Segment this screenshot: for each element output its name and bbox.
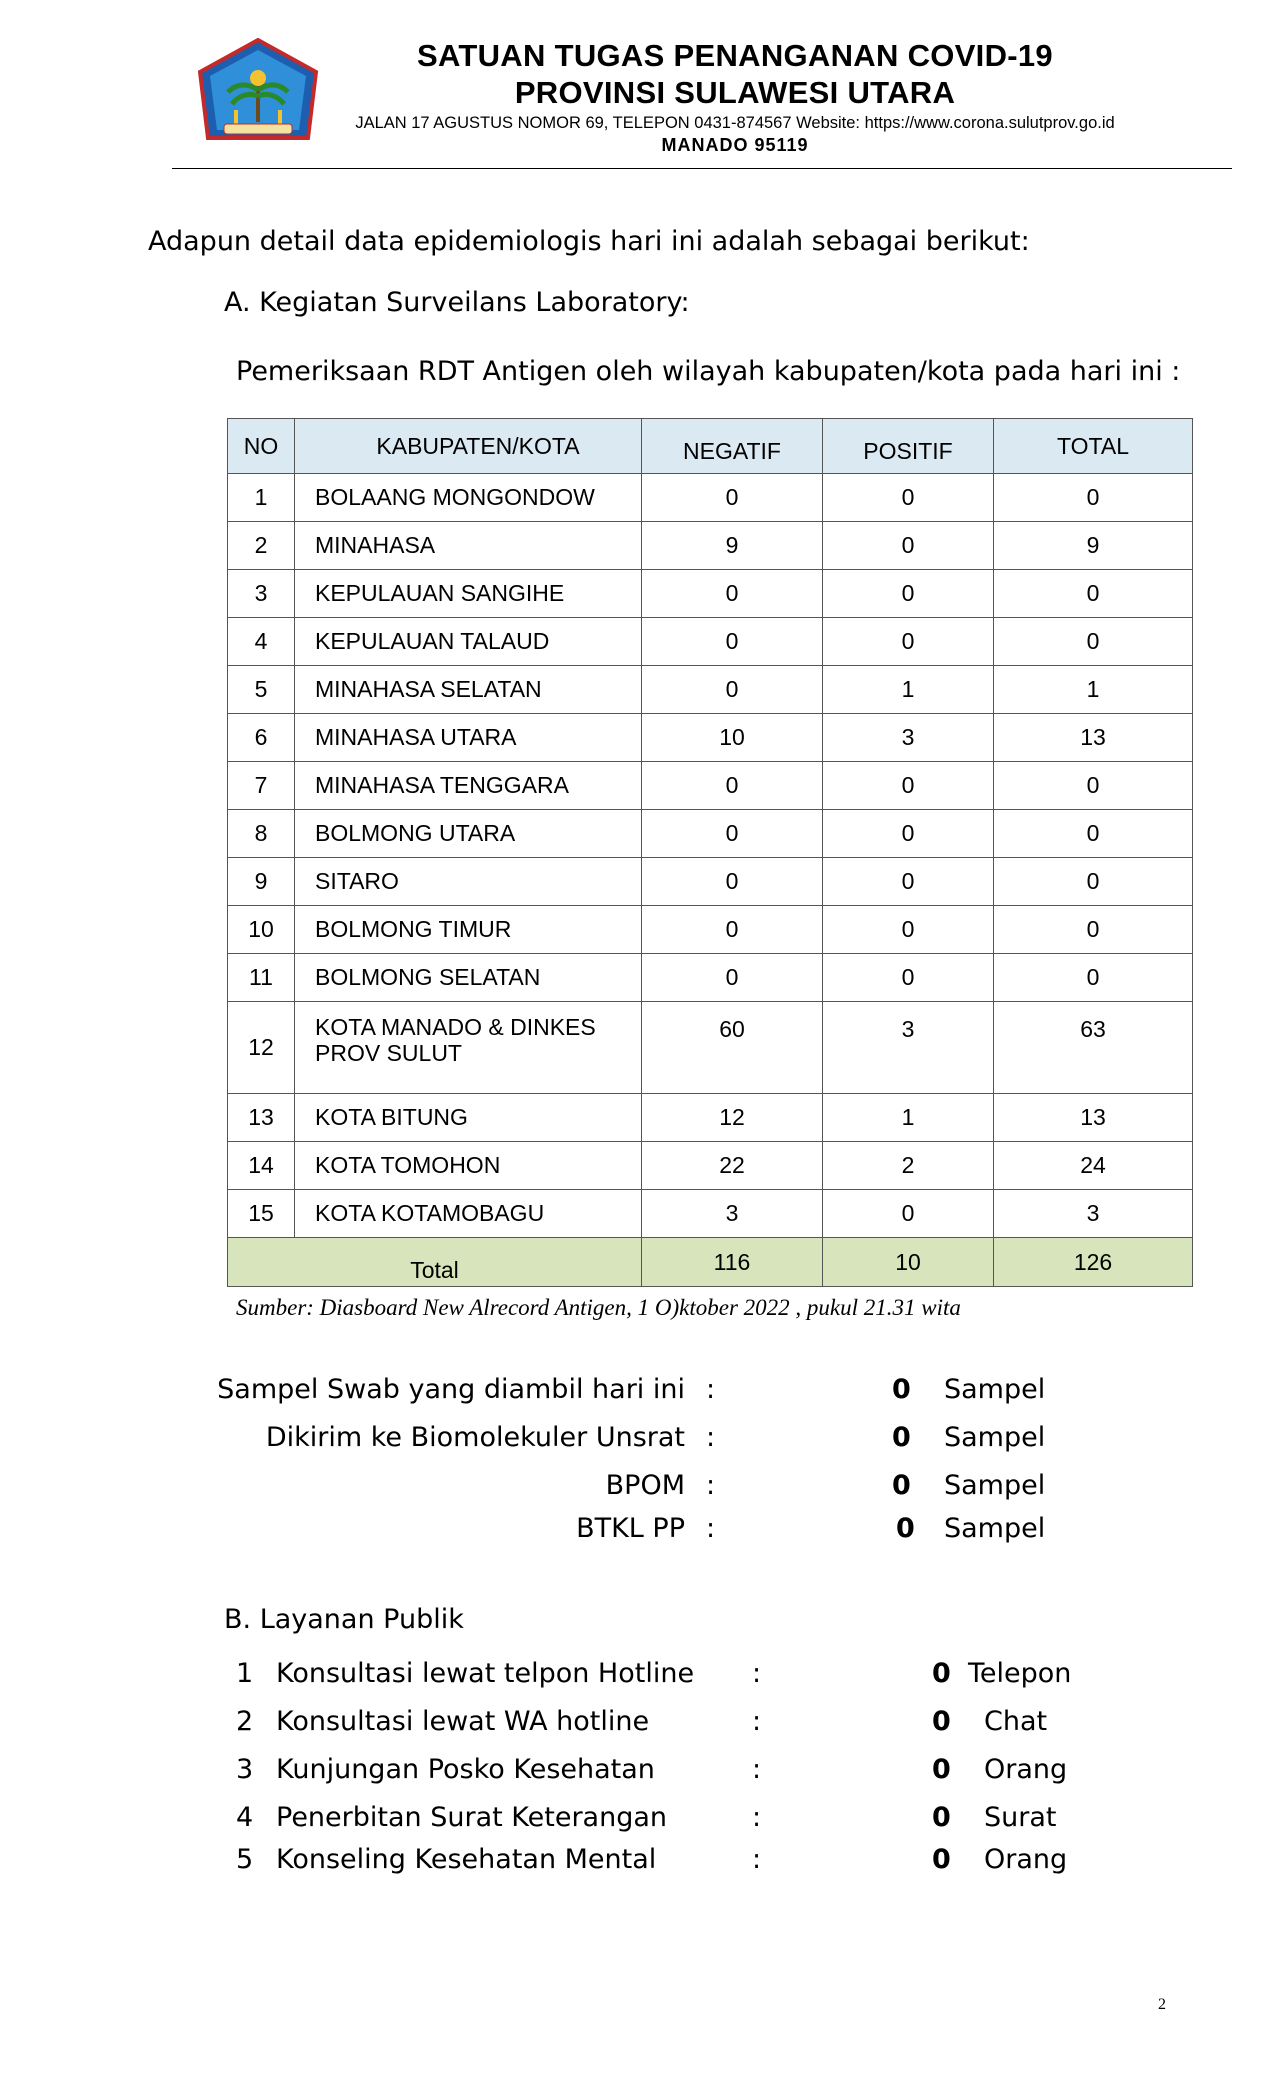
cell-total: 13 bbox=[994, 714, 1193, 762]
layanan-number: 4 bbox=[236, 1802, 254, 1833]
cell-negatif: 9 bbox=[642, 522, 823, 570]
table-row bbox=[228, 858, 1193, 906]
cell-negatif: 0 bbox=[642, 858, 823, 906]
cell-negatif: 60 bbox=[642, 1002, 823, 1094]
total-label: Total bbox=[228, 1238, 642, 1287]
layanan-number: 5 bbox=[236, 1844, 254, 1875]
col-header-positif: POSITIF bbox=[823, 419, 994, 474]
cell-no: 13 bbox=[228, 1094, 295, 1142]
cell-kabupaten: MINAHASA SELATAN bbox=[295, 666, 642, 714]
layanan-colon: : bbox=[752, 1706, 762, 1737]
cell-no: 3 bbox=[228, 570, 295, 618]
intro-text: Adapun detail data epidemiologis hari ini adalah sebagai berikut: bbox=[148, 226, 1030, 257]
layanan-label: Konsultasi lewat telpon Hotline bbox=[276, 1658, 695, 1689]
cell-positif: 0 bbox=[823, 1190, 994, 1238]
cell-total: 0 bbox=[994, 954, 1193, 1002]
cell-negatif: 0 bbox=[642, 570, 823, 618]
col-header-no: NO bbox=[228, 419, 295, 474]
table-row bbox=[228, 810, 1193, 858]
layanan-value: 0 bbox=[932, 1802, 951, 1833]
table-header-row bbox=[228, 419, 1193, 474]
cell-positif: 0 bbox=[823, 474, 994, 522]
cell-no: 5 bbox=[228, 666, 295, 714]
cell-kabupaten: MINAHASA bbox=[295, 522, 642, 570]
swab-value: 0 bbox=[892, 1422, 911, 1453]
layanan-label: Konseling Kesehatan Mental bbox=[276, 1844, 657, 1875]
layanan-value: 0 bbox=[932, 1844, 951, 1875]
cell-kabupaten: KOTA TOMOHON bbox=[295, 1142, 642, 1190]
swab-colon: : bbox=[706, 1513, 716, 1544]
cell-negatif: 0 bbox=[642, 666, 823, 714]
cell-total: 0 bbox=[994, 906, 1193, 954]
header-divider bbox=[172, 168, 1232, 169]
table-row bbox=[228, 906, 1193, 954]
cell-negatif: 0 bbox=[642, 618, 823, 666]
table-row bbox=[228, 714, 1193, 762]
cell-kabupaten: MINAHASA TENGGARA bbox=[295, 762, 642, 810]
cell-kabupaten: MINAHASA UTARA bbox=[295, 714, 642, 762]
cell-positif: 0 bbox=[823, 954, 994, 1002]
cell-no: 9 bbox=[228, 858, 295, 906]
swab-label: Sampel Swab yang diambil hari ini bbox=[217, 1374, 685, 1405]
col-header-kabupaten: KABUPATEN/KOTA bbox=[295, 419, 642, 474]
rdt-heading: Pemeriksaan RDT Antigen oleh wilayah kabupaten/kota pada hari ini : bbox=[236, 356, 1181, 387]
cell-positif: 3 bbox=[823, 714, 994, 762]
layanan-number: 2 bbox=[236, 1706, 254, 1737]
cell-total: 24 bbox=[994, 1142, 1193, 1190]
layanan-colon: : bbox=[752, 1802, 762, 1833]
cell-kabupaten: KOTA MANADO & DINKES PROV SULUT bbox=[295, 1002, 642, 1094]
layanan-unit: Orang bbox=[984, 1754, 1068, 1785]
cell-positif: 2 bbox=[823, 1142, 994, 1190]
cell-no: 1 bbox=[228, 474, 295, 522]
layanan-label: Konsultasi lewat WA hotline bbox=[276, 1706, 650, 1737]
col-header-negatif: NEGATIF bbox=[642, 419, 823, 474]
col-header-total: TOTAL bbox=[994, 419, 1193, 474]
cell-positif: 0 bbox=[823, 858, 994, 906]
cell-no: 14 bbox=[228, 1142, 295, 1190]
layanan-value: 0 bbox=[932, 1658, 951, 1689]
cell-kabupaten: KEPULAUAN SANGIHE bbox=[295, 570, 642, 618]
total-positif: 10 bbox=[823, 1238, 994, 1287]
cell-no: 10 bbox=[228, 906, 295, 954]
data-source-note: Sumber: Diasboard New Alrecord Antigen, 1 O)ktober 2022 , pukul 21.31 wita bbox=[236, 1295, 961, 1320]
cell-kabupaten: BOLMONG TIMUR bbox=[295, 906, 642, 954]
cell-total: 13 bbox=[994, 1094, 1193, 1142]
cell-kabupaten: KOTA KOTAMOBAGU bbox=[295, 1190, 642, 1238]
cell-total: 1 bbox=[994, 666, 1193, 714]
cell-total: 3 bbox=[994, 1190, 1193, 1238]
layanan-number: 3 bbox=[236, 1754, 254, 1785]
cell-no: 8 bbox=[228, 810, 295, 858]
cell-no: 6 bbox=[228, 714, 295, 762]
cell-total: 0 bbox=[994, 474, 1193, 522]
layanan-colon: : bbox=[752, 1658, 762, 1689]
cell-positif: 0 bbox=[823, 906, 994, 954]
table-row bbox=[228, 570, 1193, 618]
header-title-line2: PROVINSI SULAWESI UTARA bbox=[514, 75, 956, 110]
table-total-row bbox=[228, 1238, 1193, 1287]
cell-no: 11 bbox=[228, 954, 295, 1002]
cell-negatif: 0 bbox=[642, 906, 823, 954]
cell-total: 0 bbox=[994, 570, 1193, 618]
layanan-unit: Orang bbox=[984, 1844, 1068, 1875]
table-row bbox=[228, 474, 1193, 522]
layanan-number: 1 bbox=[236, 1658, 254, 1689]
header-city: MANADO 95119 bbox=[661, 135, 809, 155]
cell-negatif: 0 bbox=[642, 954, 823, 1002]
cell-negatif: 0 bbox=[642, 810, 823, 858]
cell-total: 63 bbox=[994, 1002, 1193, 1094]
cell-no: 4 bbox=[228, 618, 295, 666]
layanan-value: 0 bbox=[932, 1754, 951, 1785]
cell-negatif: 0 bbox=[642, 474, 823, 522]
swab-value: 0 bbox=[892, 1470, 911, 1501]
swab-label: BPOM bbox=[605, 1470, 685, 1501]
table-row bbox=[228, 618, 1193, 666]
swab-value: 0 bbox=[892, 1374, 911, 1405]
cell-negatif: 12 bbox=[642, 1094, 823, 1142]
total-negatif: 116 bbox=[642, 1238, 823, 1287]
cell-total: 0 bbox=[994, 762, 1193, 810]
section-b-heading: B. Layanan Publik bbox=[224, 1604, 464, 1635]
rdt-antigen-table bbox=[227, 418, 1193, 1287]
table-row bbox=[228, 1142, 1193, 1190]
layanan-unit: Telepon bbox=[968, 1658, 1072, 1689]
table-row bbox=[228, 1002, 1193, 1094]
swab-label: Dikirim ke Biomolekuler Unsrat bbox=[265, 1422, 685, 1453]
swab-unit: Sampel bbox=[944, 1470, 1046, 1501]
cell-kabupaten: SITARO bbox=[295, 858, 642, 906]
layanan-label: Penerbitan Surat Keterangan bbox=[276, 1802, 668, 1833]
swab-unit: Sampel bbox=[944, 1422, 1046, 1453]
cell-positif: 0 bbox=[823, 522, 994, 570]
table-row bbox=[228, 1190, 1193, 1238]
table-row bbox=[228, 666, 1193, 714]
cell-kabupaten: KEPULAUAN TALAUD bbox=[295, 618, 642, 666]
cell-negatif: 10 bbox=[642, 714, 823, 762]
cell-negatif: 22 bbox=[642, 1142, 823, 1190]
cell-total: 0 bbox=[994, 858, 1193, 906]
table-row bbox=[228, 954, 1193, 1002]
cell-no: 12 bbox=[228, 1002, 295, 1094]
swab-colon: : bbox=[706, 1374, 716, 1405]
layanan-label: Kunjungan Posko Kesehatan bbox=[276, 1754, 655, 1785]
layanan-colon: : bbox=[752, 1754, 762, 1785]
swab-colon: : bbox=[706, 1422, 716, 1453]
cell-kabupaten: BOLAANG MONGONDOW bbox=[295, 474, 642, 522]
layanan-unit: Chat bbox=[984, 1706, 1048, 1737]
layanan-unit: Surat bbox=[984, 1802, 1057, 1833]
cell-negatif: 3 bbox=[642, 1190, 823, 1238]
cell-kabupaten: BOLMONG SELATAN bbox=[295, 954, 642, 1002]
cell-no: 15 bbox=[228, 1190, 295, 1238]
page-number: 2 bbox=[1158, 1996, 1166, 2013]
cell-total: 0 bbox=[994, 618, 1193, 666]
table-row bbox=[228, 762, 1193, 810]
cell-negatif: 0 bbox=[642, 762, 823, 810]
cell-total: 9 bbox=[994, 522, 1193, 570]
cell-positif: 0 bbox=[823, 762, 994, 810]
cell-positif: 1 bbox=[823, 666, 994, 714]
cell-no: 2 bbox=[228, 522, 295, 570]
layanan-value: 0 bbox=[932, 1706, 951, 1737]
layanan-colon: : bbox=[752, 1844, 762, 1875]
cell-positif: 0 bbox=[823, 570, 994, 618]
swab-value: 0 bbox=[896, 1513, 915, 1544]
cell-positif: 1 bbox=[823, 1094, 994, 1142]
swab-unit: Sampel bbox=[944, 1374, 1046, 1405]
swab-unit: Sampel bbox=[944, 1513, 1046, 1544]
cell-positif: 0 bbox=[823, 618, 994, 666]
section-a-heading: A. Kegiatan Surveilans Laboratory: bbox=[224, 287, 690, 318]
swab-colon: : bbox=[706, 1470, 716, 1501]
table-row bbox=[228, 522, 1193, 570]
cell-kabupaten: BOLMONG UTARA bbox=[295, 810, 642, 858]
cell-no: 7 bbox=[228, 762, 295, 810]
header-title-line1: SATUAN TUGAS PENANGANAN COVID-19 bbox=[417, 38, 1053, 73]
total-total: 126 bbox=[994, 1238, 1193, 1287]
header-address: JALAN 17 AGUSTUS NOMOR 69, TELEPON 0431-874567 Website: https://www.corona.sulutprov.go.id bbox=[355, 114, 1115, 132]
table-row bbox=[228, 1094, 1193, 1142]
cell-total: 0 bbox=[994, 810, 1193, 858]
swab-label: BTKL PP bbox=[576, 1513, 685, 1544]
cell-positif: 3 bbox=[823, 1002, 994, 1094]
cell-kabupaten: KOTA BITUNG bbox=[295, 1094, 642, 1142]
cell-positif: 0 bbox=[823, 810, 994, 858]
